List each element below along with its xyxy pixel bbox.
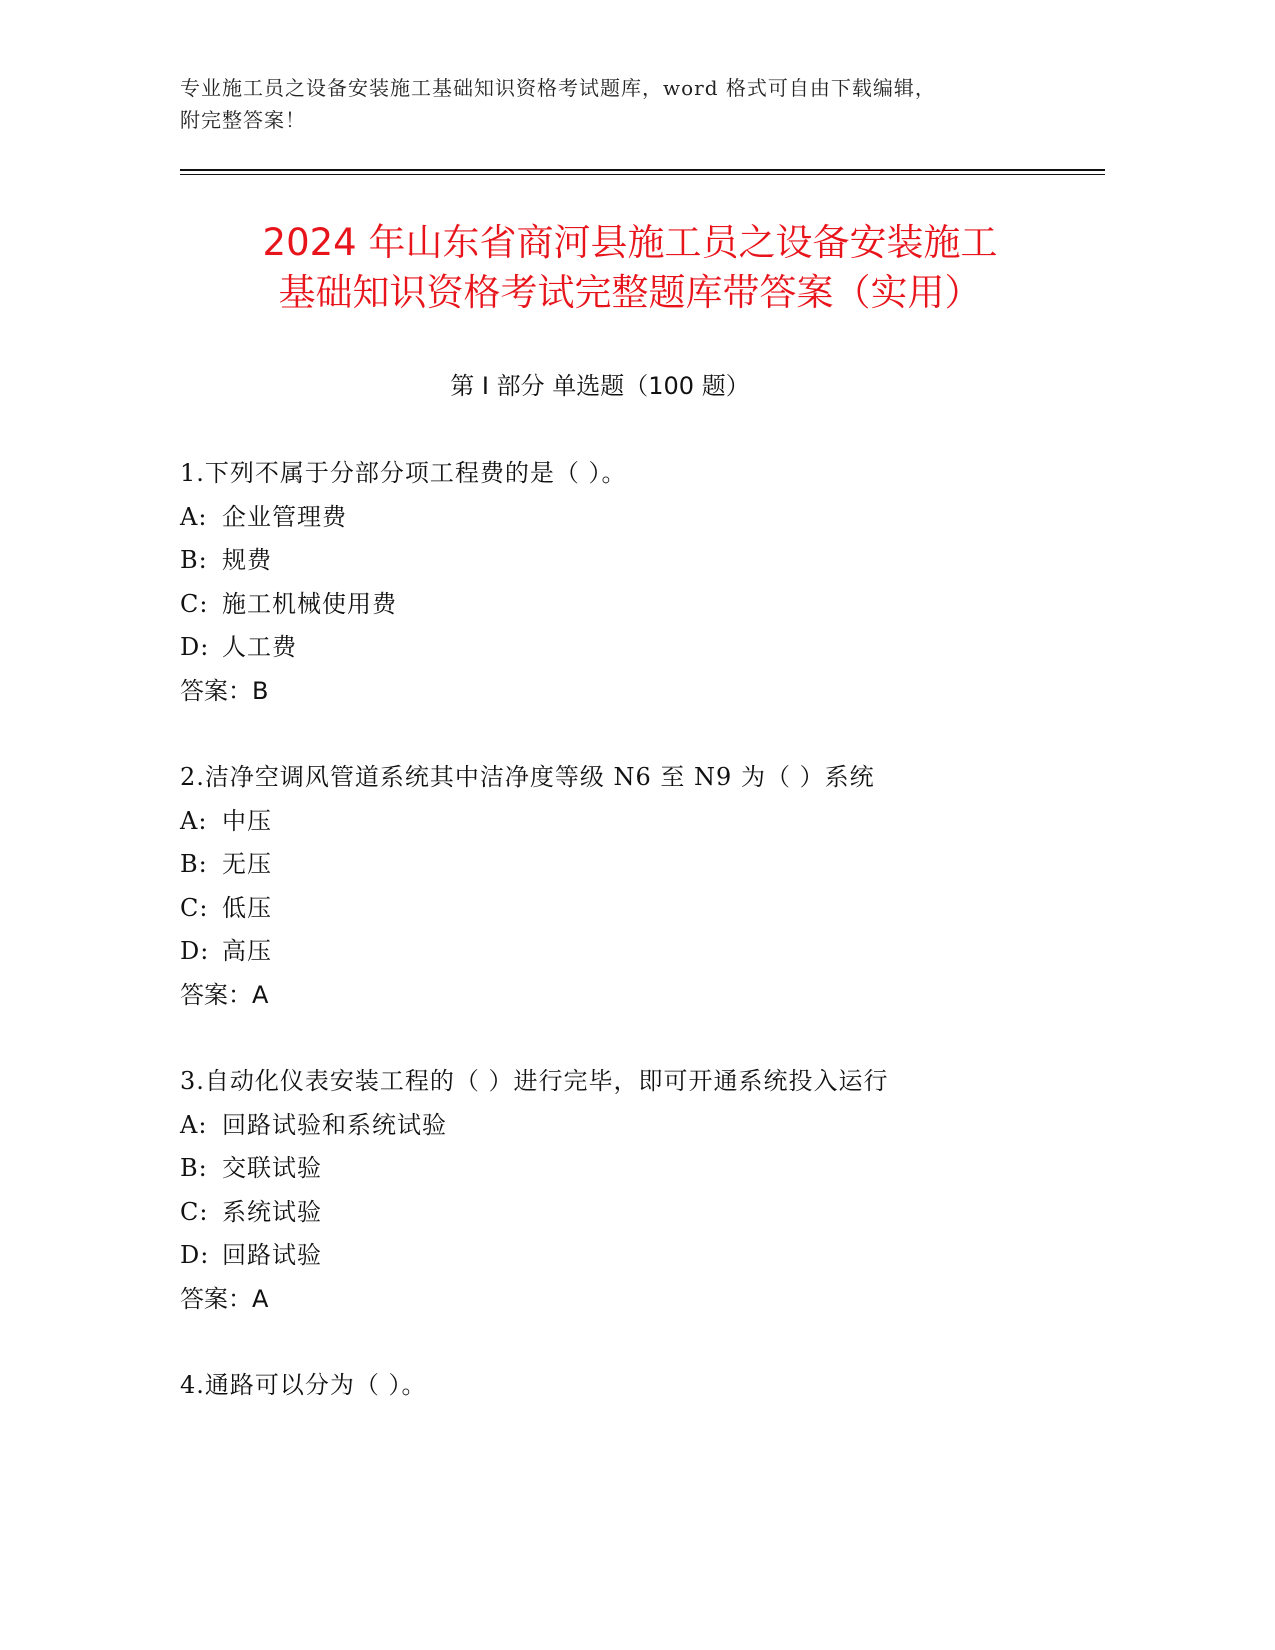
document-title-line: 2024 年山东省商河县施工员之设备安装施工 [262,221,998,264]
answer-label: 答案：B [180,676,269,705]
header-divider-thin [180,174,1105,175]
option-letter: B: [180,850,208,878]
answer-label: 答案：A [180,980,269,1009]
option-b [180,843,1080,887]
option-text: 高压 [222,937,272,965]
answer-label: 答案：A [180,1284,269,1313]
option-c [180,1191,1080,1235]
option-text: 企业管理费 [222,502,347,531]
option-text: 施工机械使用费 [222,589,397,618]
option-text: 中压 [222,806,272,835]
option-letter: D: [180,1241,210,1269]
question-list [180,452,1080,1451]
option-letter: A: [180,806,208,835]
question-item [180,452,1080,713]
option-letter: C: [180,1197,209,1226]
option-letter: D: [180,633,210,661]
question-item [180,756,1080,1017]
option-text: 无压 [222,850,272,878]
option-letter: C: [180,589,209,618]
header-note [180,72,1080,136]
option-a [180,800,1080,844]
section-heading: 第 I 部分 单选题（100 题） [450,372,750,400]
question-stem: 2.洁净空调风管道系统其中洁净度等级 N6 至 N9 为（ ）系统 [180,763,875,791]
option-text: 低压 [222,893,272,922]
question-stem: 1.下列不属于分部分项工程费的是（ ）。 [180,459,627,487]
option-text: 人工费 [222,633,297,661]
question-item [180,1364,1080,1408]
option-d [180,930,1080,974]
option-text: 回路试验 [222,1241,322,1269]
document-title-line: 基础知识资格考试完整题库带答案（实用） [278,271,982,314]
option-c [180,887,1080,931]
option-text: 交联试验 [222,1154,322,1182]
option-d [180,1234,1080,1278]
header-note-line: 专业施工员之设备安装施工基础知识资格考试题库，word 格式可自由下载编辑， [180,76,936,100]
option-a [180,1104,1080,1148]
question-stem: 3.自动化仪表安装工程的（ ）进行完毕，即可开通系统投入运行 [180,1067,889,1095]
option-letter: A: [180,502,208,531]
option-text: 规费 [222,546,272,574]
option-letter: C: [180,893,209,922]
document-title [180,218,1080,318]
option-text: 回路试验和系统试验 [222,1110,447,1139]
option-a [180,496,1080,540]
option-b [180,1147,1080,1191]
option-d [180,626,1080,670]
question-stem: 4.通路可以分为（ ）。 [180,1371,427,1399]
option-letter: B: [180,1154,208,1182]
option-c [180,583,1080,627]
option-text: 系统试验 [222,1197,322,1226]
option-letter: B: [180,546,208,574]
header-divider-thick [180,169,1105,171]
option-letter: D: [180,937,210,965]
question-item [180,1060,1080,1321]
option-letter: A: [180,1110,208,1139]
header-note-line: 附完整答案！ [180,108,306,132]
option-b [180,539,1080,583]
